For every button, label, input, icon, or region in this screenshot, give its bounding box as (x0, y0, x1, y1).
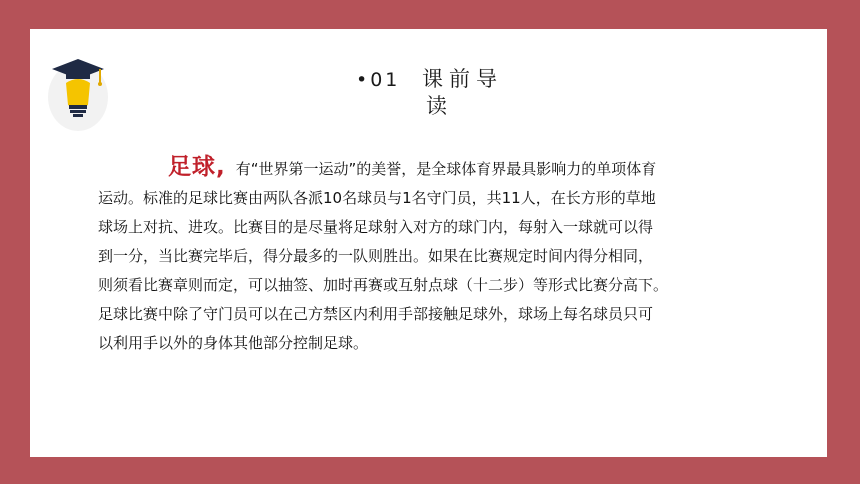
slide-canvas (30, 29, 827, 457)
paragraph-line-1 (98, 153, 798, 184)
keyword-football: 足球, (168, 154, 226, 180)
paragraph-line-6: 足球比赛中除了守门员可以在己方禁区内利用手部接触足球外，球场上每名球员只可 (98, 305, 654, 323)
graduation-cap-lightbulb-icon (44, 53, 112, 137)
paragraph-line-text: 有“世界第一运动”的美誉，是全球体育界最具影响力的单项体育 (235, 160, 657, 178)
paragraph-line-7: 以利用手以外的身体其他部分控制足球。 (98, 334, 369, 352)
section-title-line2: 读 (426, 94, 447, 118)
section-heading (356, 63, 556, 119)
paragraph-line-3: 球场上对抗、进攻。比赛目的是尽量将足球射入对方的球门内，每射入一球就可以得 (98, 218, 654, 236)
paragraph-line-4: 到一分，当比赛完毕后，得分最多的一队则胜出。如果在比赛规定时间内得分相同， (98, 247, 654, 265)
paragraph-line-5: 则须看比赛章则而定，可以抽签、加时再赛或互射点球（十二步）等形式比赛分高下。 (98, 276, 669, 294)
section-title-line1: 课前导 (422, 67, 503, 91)
paragraph-line-2: 运动。标准的足球比赛由两队各派10名球员与1名守门员，共11人，在长方形的草地 (98, 189, 656, 207)
section-number: •01 (356, 69, 401, 91)
intro-paragraph (98, 153, 798, 358)
